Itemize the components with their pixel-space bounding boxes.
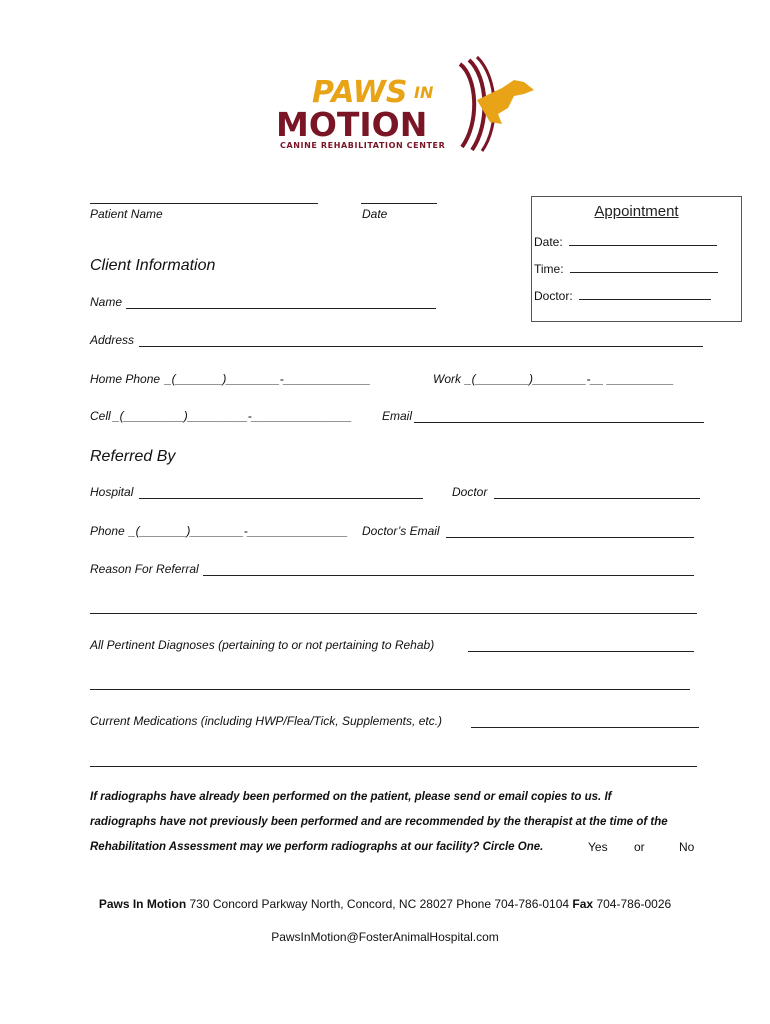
appointment-box [531, 196, 742, 322]
hospital-label: Hospital [90, 485, 134, 499]
footer-fax-label: Fax [572, 897, 594, 911]
address-field[interactable] [139, 346, 703, 347]
logo-in: IN [414, 83, 434, 102]
appointment-date-field[interactable] [569, 236, 717, 246]
hospital-field[interactable] [139, 498, 423, 499]
date-field[interactable] [361, 203, 437, 204]
doctor-email-label: Doctor’s Email [362, 524, 440, 538]
reason-label: Reason For Referral [90, 562, 199, 576]
referring-doctor-field[interactable] [494, 498, 700, 499]
radiographs-note-line2: radiographs have not previously been performed and are recommended by the therapist at the time of the [90, 816, 668, 828]
diagnoses-field-line2[interactable] [90, 689, 690, 690]
footer-contact [0, 897, 770, 911]
footer-fax: 704-786-0026 [596, 897, 672, 911]
cell-phone-field[interactable]: _(_________)_________-_______________ [113, 409, 352, 423]
work-label: Work [433, 372, 461, 386]
diagnoses-label: All Pertinent Diagnoses (pertaining to or not pertaining to Rehab) [90, 638, 435, 652]
appointment-time-field[interactable] [570, 263, 718, 273]
doctor-email-field[interactable] [446, 537, 694, 538]
name-field[interactable] [126, 308, 436, 309]
name-label: Name [90, 295, 123, 309]
appointment-date-label: Date: [534, 235, 563, 249]
email-field[interactable] [414, 422, 704, 423]
address-label: Address [90, 333, 135, 347]
appointment-doctor-label: Doctor: [534, 289, 573, 303]
patient-name-label: Patient Name [90, 207, 163, 221]
appointment-time-label: Time: [534, 262, 564, 276]
reason-field[interactable] [203, 575, 694, 576]
logo-graphic [262, 52, 542, 152]
footer-address: 730 Concord Parkway North, Concord, NC 28027 Phone 704-786-0104 [189, 897, 570, 911]
logo [262, 52, 542, 152]
home-phone-label: Home Phone [90, 372, 161, 386]
email-label: Email [382, 409, 413, 423]
referring-doctor-label: Doctor [452, 485, 488, 499]
work-phone-field[interactable]: _(________)________-__ __________ [465, 372, 674, 386]
date-label: Date [362, 207, 388, 221]
medications-field[interactable] [471, 727, 699, 728]
logo-paws: PAWS [312, 75, 408, 110]
footer-email[interactable]: PawsInMotion@FosterAnimalHospital.com [271, 930, 499, 944]
medications-label: Current Medications (including HWP/Flea/Tick, Supplements, etc.) [90, 714, 443, 728]
cell-label: Cell [90, 409, 111, 423]
choice-no[interactable]: No [679, 840, 695, 854]
appointment-doctor-field[interactable] [579, 290, 711, 300]
medications-field-line2[interactable] [90, 766, 697, 767]
diagnoses-field[interactable] [468, 651, 694, 652]
referring-phone-label: Phone [90, 524, 125, 538]
client-info-heading: Client Information [90, 257, 216, 274]
logo-tagline: CANINE REHABILITATION CENTER [280, 141, 446, 150]
choice-or: or [634, 840, 645, 854]
choice-yes[interactable]: Yes [588, 840, 608, 854]
referred-by-heading: Referred By [90, 448, 176, 465]
footer-org: Paws In Motion [98, 897, 187, 911]
reason-field-line2[interactable] [90, 613, 697, 614]
home-phone-field[interactable]: _(_______)________-_____________ [165, 372, 371, 386]
appointment-title: Appointment [594, 203, 679, 220]
referring-phone-field[interactable]: _(_______)________-_______________ [129, 524, 348, 538]
patient-name-field[interactable] [90, 203, 318, 204]
radiographs-note-line3: Rehabilitation Assessment may we perform radiographs at our facility? Circle One. [90, 841, 544, 853]
radiographs-note-line1: If radiographs have already been performed on the patient, please send or email copies to us. If [90, 791, 612, 803]
logo-motion: MOTION [276, 105, 428, 144]
